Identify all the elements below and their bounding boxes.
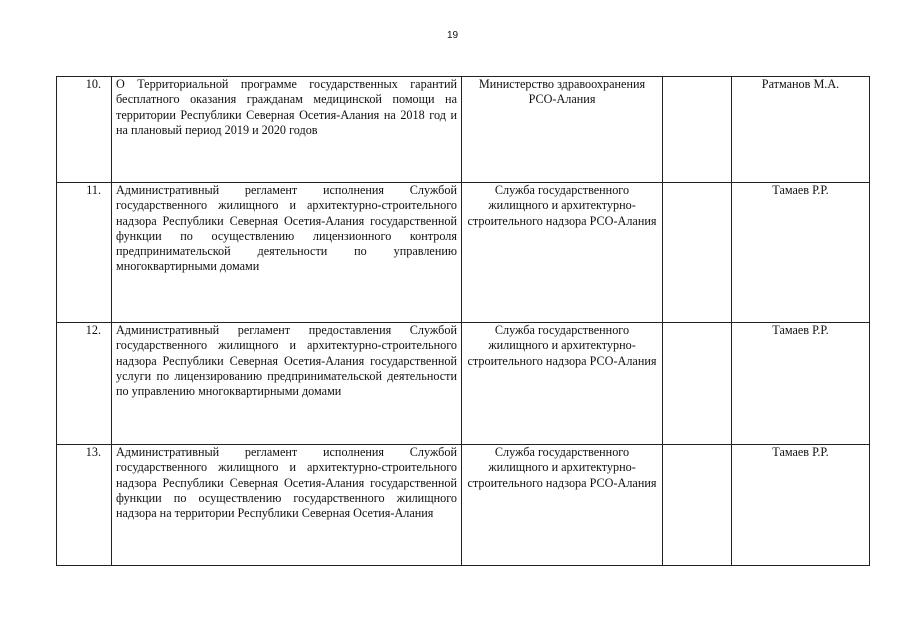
empty-cell [663,323,732,445]
responsible-person: Тамаев Р.Р. [732,323,870,445]
responsible-organization: Служба государственного жилищного и архитектурно-строительного надзора РСО-Алания [462,445,663,566]
document-title: Административный регламент исполнения Службой государственного жилищного и архитектурно-строительного надзора Республики Северная Осетия-Алания государственной функции по осуществлению государственного жилищного надзора на территории Республики Северная Осетия-Алания [112,445,462,566]
responsible-organization: Служба государственного жилищного и архитектурно-строительного надзора РСО-Алания [462,183,663,323]
table-row [57,445,870,566]
table-row [57,77,870,183]
responsible-organization: Служба государственного жилищного и архитектурно-строительного надзора РСО-Алания [462,323,663,445]
row-number: 11. [57,183,112,323]
document-title: О Территориальной программе государственных гарантий бесплатного оказания гражданам медицинской помощи на территории Республики Северная Осетия-Алания на 2018 год и на плановый период 2019 и 2020 годов [112,77,462,183]
document-title: Административный регламент предоставления Службой государственного жилищного и архитектурно-строительного надзора Республики Северная Осетия-Алания государственной услуги по лицензированию предпринимательской деятельности по управлению многоквартирными домами [112,323,462,445]
responsible-person: Тамаев Р.Р. [732,183,870,323]
responsible-person: Тамаев Р.Р. [732,445,870,566]
empty-cell [663,445,732,566]
row-number: 12. [57,323,112,445]
page-number: 19 [446,30,459,41]
plan-table [56,76,870,566]
row-number: 10. [57,77,112,183]
empty-cell [663,77,732,183]
responsible-organization: Министерство здравоохранения РСО-Алания [462,77,663,183]
responsible-person: Ратманов М.А. [732,77,870,183]
row-number: 13. [57,445,112,566]
document-title: Административный регламент исполнения Службой государственного жилищного и архитектурно-строительного надзора Республики Северная Осетия-Алания государственной функции по осуществлению лицензионного контроля предпринимательской деятельности по управлению многоквартирными домами [112,183,462,323]
table-row [57,183,870,323]
empty-cell [663,183,732,323]
table-row [57,323,870,445]
